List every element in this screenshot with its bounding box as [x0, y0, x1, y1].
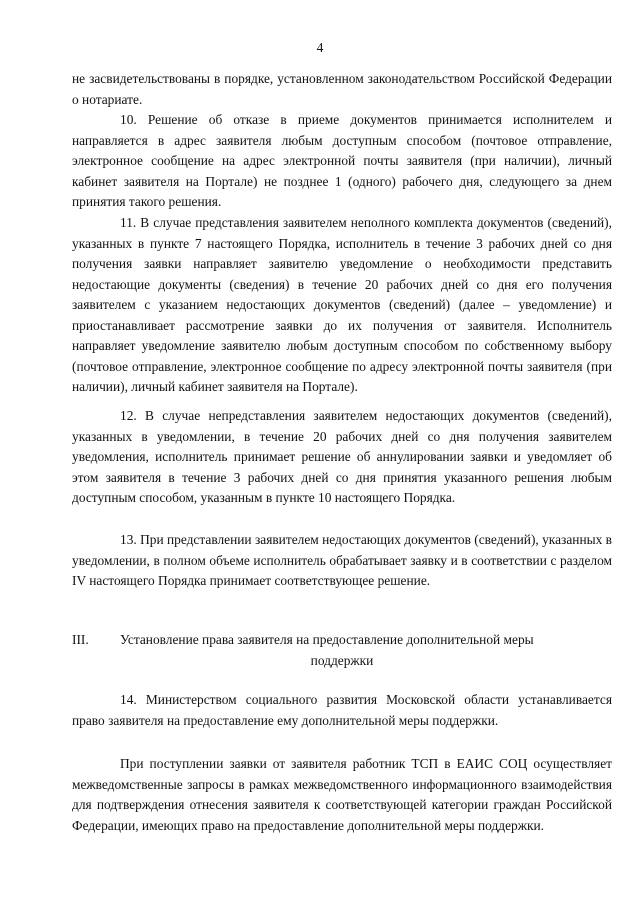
paragraph-11: 11. В случае представления заявителем неполного комплекта документов (сведений), указанных в пункте 7 настоящего Порядка, исполнитель в течение 3 рабочих дней со дня получения заявки направляет заявителю уведомление о необходимости представить недостающие документы (сведения) в течение 20 рабочих дней со дня его получения заявителем с указанием недостающих документов (сведений) (далее – уведомление) и приостанавливает рассмотрение заявки до их получения от заявителя. Исполнитель направляет уведомление заявителю любым доступным способом по собственному выбору (почтовое отправление, электронное сообщение по адресу электронной почты заявителя (при наличии), личный кабинет заявителя на Портале).: [72, 215, 612, 394]
paragraph-continuation: не засвидетельствованы в порядке, установленном законодательством Российской Федерации о нотариате.: [72, 71, 612, 107]
paragraph-10: 10. Решение об отказе в приеме документов принимается исполнителем и направляется в адрес заявителя любым доступным способом (почтовое отправление, электронное сообщение на адрес электронной почты заявителя (при наличии), личный кабинет заявителя на Портале) не позднее 1 (одного) рабочего дня, следующего за днем принятия такого решения.: [72, 112, 612, 209]
section-number: III.: [72, 632, 89, 647]
paragraph-14: 14. Министерством социального развития Московской области устанавливается право заявителя на предоставление ему дополнительной меры поддержки.: [72, 692, 612, 728]
page-number: 4: [316, 40, 324, 55]
paragraph-13: 13. При представлении заявителем недостающих документов (сведений), указанных в уведомлении, в полном объеме исполнитель обрабатывает заявку и в соответствии с разделом IV настоящего Порядка принимает соответствующее решение.: [72, 532, 612, 588]
paragraph-14-continuation: При поступлении заявки от заявителя работник ТСП в ЕАИС СОЦ осуществляет межведомственные запросы в рамках межведомственного информационного взаимодействия для подтверждения отнесения заявителя к соответствующей категории граждан Российской Федерации, имеющих право на предоставление дополнительной меры поддержки.: [72, 756, 612, 833]
paragraph-12: 12. В случае непредставления заявителем недостающих документов (сведений), указанных в уведомлении, в течение 20 рабочих дней со дня получения заявителем уведомления, исполнитель принимает решение об аннулировании заявки и уведомляет об этом заявителя в течение 3 рабочих дней со дня принятия указанного решения любым доступным способом, указанным в пункте 10 настоящего Порядка.: [72, 408, 612, 505]
section-heading: [72, 630, 612, 671]
section-title-line2: поддержки: [310, 652, 374, 668]
section-title-line1: Установление права заявителя на предоставление дополнительной меры: [120, 632, 534, 647]
